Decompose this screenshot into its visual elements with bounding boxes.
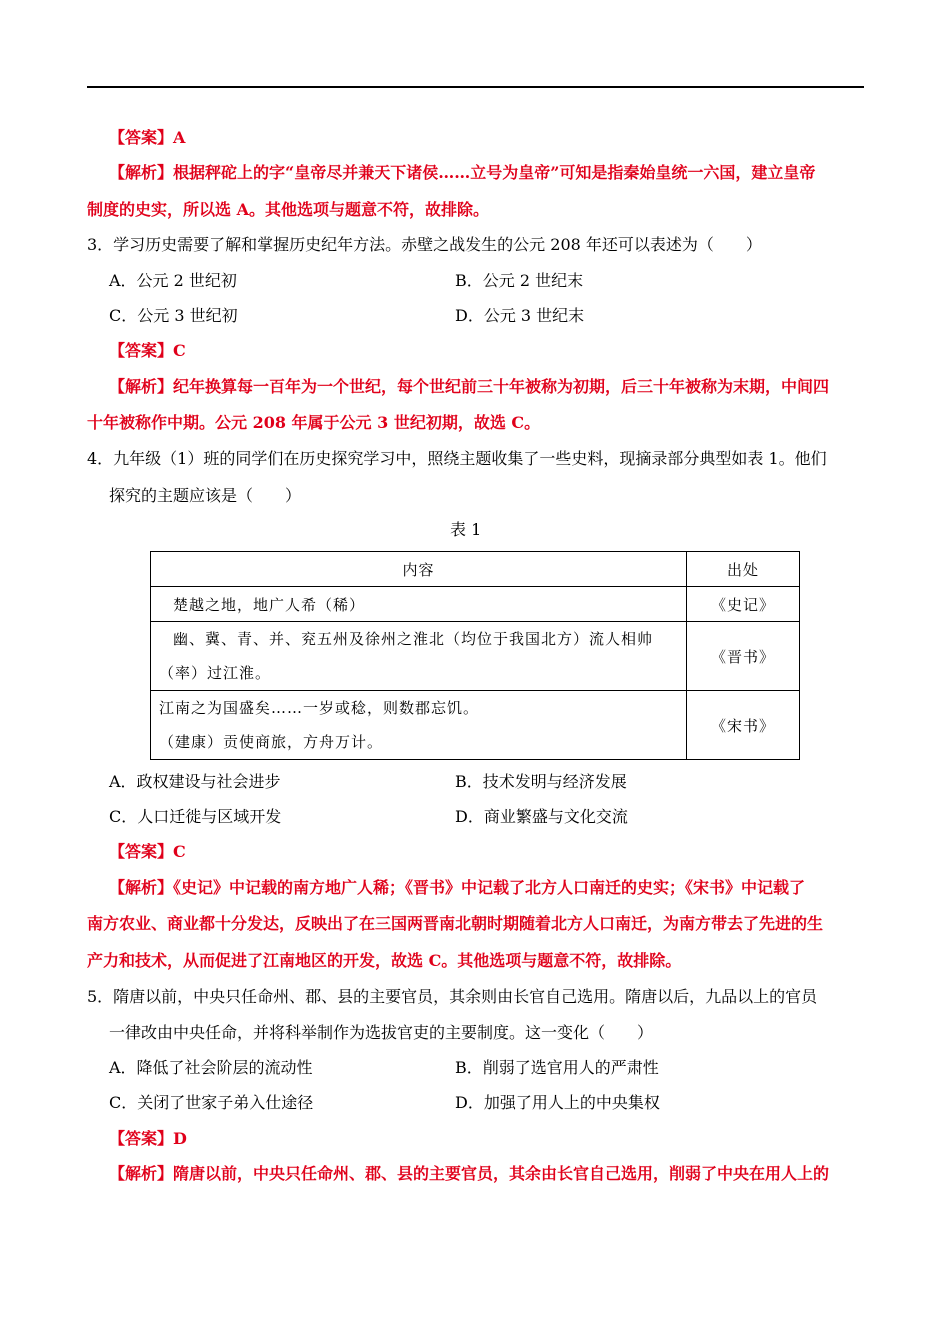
source-table <box>150 551 800 760</box>
q3-option-b: B．公元 2 世纪末 <box>455 271 584 290</box>
q3-answer: 【答案】C <box>109 341 186 360</box>
q2-analysis-line2: 制度的史实，所以选 A。其他选项与题意不符，故排除。 <box>87 200 489 219</box>
table-cell-source: 《晋书》 <box>687 622 800 691</box>
q4-option-a: A．政权建设与社会进步 <box>109 772 281 791</box>
q3-stem: 3．学习历史需要了解和掌握历史纪年方法。赤壁之战发生的公元 208 年还可以表述为（ ） <box>87 235 762 254</box>
q2-answer: 【答案】A <box>109 128 186 147</box>
table-caption: 表 1 <box>450 520 482 539</box>
q3-analysis-line2: 十年被称作中期。公元 208 年属于公元 3 世纪初期，故选 C。 <box>87 413 541 432</box>
table-cell-content: 幽、冀、青、并、兖五州及徐州之淮北（均位于我国北方）流人相帅 （率）过江淮。 <box>151 622 687 691</box>
q4-stem-line1: 4．九年级（1）班的同学们在历史探究学习中，照绕主题收集了一些史料，现摘录部分典型如表 1。他们 <box>87 449 827 468</box>
table-header-content: 内容 <box>151 552 687 587</box>
q4-answer: 【答案】C <box>109 842 186 861</box>
table-cell-content: 江南之为国盛矣……一岁或稔，则数郡忘饥。 （建康）贡使商旅，方舟万计。 <box>151 691 687 760</box>
table-cell-source: 《史记》 <box>687 587 800 622</box>
table-row <box>151 587 800 622</box>
q4-analysis-line2: 南方农业、商业都十分发达，反映出了在三国两晋南北朝时期随着北方人口南迁，为南方带去了先进的生 <box>87 914 824 933</box>
q4-stem-line2: 探究的主题应该是（ ） <box>109 486 302 505</box>
q5-answer: 【答案】D <box>109 1129 187 1148</box>
q5-analysis-line1: 【解析】隋唐以前，中央只任命州、郡、县的主要官员，其余由长官自己选用，削弱了中央在用人上的 <box>109 1164 830 1183</box>
q5-stem-line2: 一律改由中央任命，并将科举制作为选拔官吏的主要制度。这一变化（ ） <box>109 1023 654 1042</box>
q4-option-c: C．人口迁徙与区域开发 <box>109 807 282 826</box>
q5-option-c: C．关闭了世家子弟入仕途径 <box>109 1093 314 1112</box>
q5-stem-line1: 5．隋唐以前，中央只任命州、郡、县的主要官员，其余则由长官自己选用。隋唐以后，九品以上的官员 <box>87 987 818 1006</box>
table-cell-source: 《宋书》 <box>687 691 800 760</box>
q4-option-d: D．商业繁盛与文化交流 <box>455 807 628 826</box>
q3-option-c: C．公元 3 世纪初 <box>109 306 238 325</box>
q5-option-d: D．加强了用人上的中央集权 <box>455 1093 660 1112</box>
q5-option-b: B．削弱了选官用人的严肃性 <box>455 1058 659 1077</box>
table-header-source: 出处 <box>687 552 800 587</box>
table-cell-content: 楚越之地，地广人希（稀） <box>151 587 687 622</box>
q3-option-d: D．公元 3 世纪末 <box>455 306 585 325</box>
q4-option-b: B．技术发明与经济发展 <box>455 772 627 791</box>
q3-option-a: A．公元 2 世纪初 <box>109 271 237 290</box>
q5-option-a: A．降低了社会阶层的流动性 <box>109 1058 313 1077</box>
header-rule <box>87 86 864 88</box>
q2-analysis-line1: 【解析】根据秤砣上的字“皇帝尽并兼天下诸侯……立号为皇帝”可知是指秦始皇统一六国，建立皇帝 <box>109 163 816 182</box>
table-row <box>151 622 800 691</box>
q3-analysis-line1: 【解析】纪年换算每一百年为一个世纪，每个世纪前三十年被称为初期，后三十年被称为末期，中间四 <box>109 377 830 396</box>
q4-analysis-line3: 产力和技术，从而促进了江南地区的开发，故选 C。其他选项与题意不符，故排除。 <box>87 951 682 970</box>
table-row <box>151 691 800 760</box>
q4-analysis-line1: 【解析】《史记》中记载的南方地广人稀；《晋书》中记载了北方人口南迁的史实；《宋书》中记载了 <box>109 878 806 897</box>
